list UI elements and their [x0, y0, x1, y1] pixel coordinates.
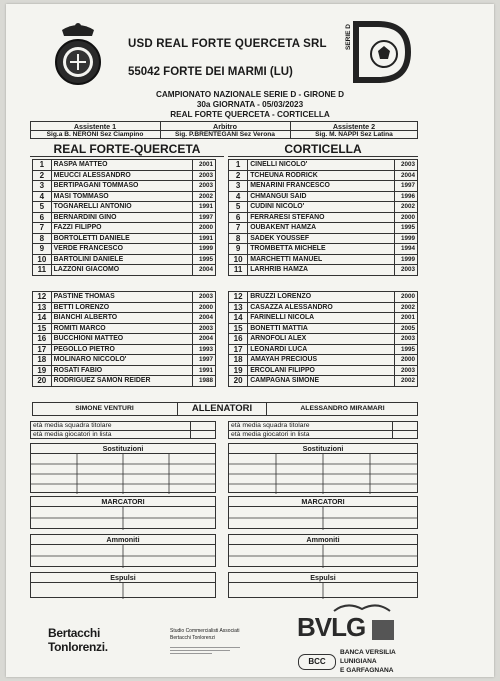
birth-year: 2003: [394, 160, 417, 171]
player-name: OUBAKENT HAMZA: [248, 223, 395, 234]
home-substitutions-section: [30, 443, 216, 493]
assistant2-name: Sig. M. NAPPI Sez Latina: [315, 131, 393, 138]
shirt-number: 16: [33, 334, 52, 345]
referee-title: Arbitro: [213, 122, 237, 131]
home-starters-table: [32, 159, 216, 276]
player-name: PEGOLLO PIETRO: [51, 344, 193, 355]
shirt-number: 14: [33, 313, 52, 324]
roster-row: [33, 170, 216, 181]
home-sentoff-section: [30, 572, 216, 598]
shirt-number: 8: [229, 233, 248, 244]
away-coach: ALESSANDRO MIRAMARI: [300, 405, 385, 412]
player-name: BRUZZI LORENZO: [248, 292, 395, 303]
home-substitutions-grid: [31, 454, 215, 494]
shirt-number: 4: [33, 191, 52, 202]
sponsor-right-line1: BANCA VERSILIA: [340, 649, 396, 656]
player-name: LAZZONI GIACOMO: [51, 265, 193, 276]
roster-row: [33, 244, 216, 255]
shirt-number: 12: [33, 292, 52, 303]
away-avg-starters-label: età media squadra titolare: [231, 422, 310, 429]
player-name: LEONARDI LUCA: [248, 344, 395, 355]
birth-year: 1995: [394, 344, 417, 355]
away-scorers-grid: [229, 507, 417, 530]
assistant1-title: Assistente 1: [73, 122, 117, 131]
club-address: 55042 FORTE DEI MARMI (LU): [128, 66, 293, 78]
home-team-name: REAL FORTE-QUERCETA: [30, 142, 224, 157]
away-avg-listed-label: età media giocatori in lista: [231, 431, 310, 438]
birth-year: 2002: [394, 376, 417, 387]
shirt-number: 7: [33, 223, 52, 234]
shirt-number: 5: [229, 202, 248, 213]
roster-row: [33, 313, 216, 324]
away-sentoff-grid: [229, 583, 417, 599]
roster-row: [33, 181, 216, 192]
birth-year: 2004: [193, 313, 216, 324]
birth-year: 1995: [394, 223, 417, 234]
birth-year: 1991: [193, 233, 216, 244]
player-name: PASTINE THOMAS: [51, 292, 193, 303]
shirt-number: 6: [33, 212, 52, 223]
roster-row: [229, 355, 418, 366]
roster-row: [229, 212, 418, 223]
sponsor-right-badge: BCC: [298, 654, 336, 670]
player-name: RODRIGUEZ SAMON REIDER: [51, 376, 193, 387]
roster-row: [33, 191, 216, 202]
birth-year: 2000: [394, 355, 417, 366]
birth-year: 2003: [193, 292, 216, 303]
player-name: ARNOFOLI ALEX: [248, 334, 395, 345]
home-sentoff-grid: [31, 583, 215, 599]
birth-year: 1993: [193, 344, 216, 355]
birth-year: 1991: [193, 202, 216, 213]
roster-row: [229, 265, 418, 276]
roster-row: [33, 265, 216, 276]
player-name: ERCOLANI FILIPPO: [248, 365, 395, 376]
home-scorers-section: [30, 496, 216, 529]
player-name: ROMITI MARCO: [51, 323, 193, 334]
roster-row: [229, 170, 418, 181]
shirt-number: 19: [33, 365, 52, 376]
roster-row: [229, 223, 418, 234]
birth-year: 2002: [394, 302, 417, 313]
birth-year: 2003: [394, 334, 417, 345]
shirt-number: 10: [33, 254, 52, 265]
roster-row: [229, 181, 418, 192]
shirt-number: 1: [229, 160, 248, 171]
roster-row: [229, 233, 418, 244]
roster-row: [33, 160, 216, 171]
coaches-label: ALLENATORI: [177, 402, 267, 416]
birth-year: 2000: [193, 302, 216, 313]
player-name: BERNARDINI GINO: [51, 212, 193, 223]
sponsor-middle-line1: Studio Commercialisti Associati: [170, 628, 240, 634]
home-subs-table: [32, 291, 216, 387]
player-name: BONETTI MATTIA: [248, 323, 395, 334]
player-name: CAMPAGNA SIMONE: [248, 376, 395, 387]
roster-row: [33, 302, 216, 313]
player-name: CUDINI NICOLO': [248, 202, 395, 213]
roster-row: [33, 292, 216, 303]
shirt-number: 13: [33, 302, 52, 313]
player-name: FAZZI FILIPPO: [51, 223, 193, 234]
serie-d-logo: [348, 20, 412, 84]
birth-year: 1991: [193, 365, 216, 376]
player-name: CHMANGUI SAID: [248, 191, 395, 202]
shirt-number: 15: [33, 323, 52, 334]
sponsor-left-line1: Bertacchi: [48, 626, 100, 640]
player-name: FARINELLI NICOLA: [248, 313, 395, 324]
player-name: MEUCCI ALESSANDRO: [51, 170, 193, 181]
player-name: CASAZZA ALESSANDRO: [248, 302, 395, 313]
away-substitutions-grid: [229, 454, 417, 494]
club-crest-logo: [48, 18, 108, 88]
away-booked-grid: [229, 545, 417, 568]
home-sentoff-title: Espulsi: [31, 573, 215, 583]
birth-year: 2003: [394, 365, 417, 376]
shirt-number: 5: [33, 202, 52, 213]
home-booked-section: [30, 534, 216, 567]
roster-row: [33, 233, 216, 244]
roster-row: [229, 344, 418, 355]
birth-year: 1988: [193, 376, 216, 387]
shirt-number: 6: [229, 212, 248, 223]
roster-row: [33, 202, 216, 213]
sponsor-right-logo: BVLG: [297, 612, 366, 642]
shirt-number: 11: [33, 265, 52, 276]
player-name: SADEK YOUSSEF: [248, 233, 395, 244]
birth-year: 2001: [394, 313, 417, 324]
roster-row: [229, 302, 418, 313]
sponsor-left-line2: Tonlorenzi.: [48, 640, 108, 654]
birth-year: 2005: [394, 323, 417, 334]
player-name: BETTI LORENZO: [51, 302, 193, 313]
player-name: LARHRIB HAMZA: [248, 265, 395, 276]
match-title: REAL FORTE QUERCETA - CORTICELLA: [170, 110, 330, 119]
birth-year: 1999: [193, 244, 216, 255]
player-name: CINELLI NICOLO': [248, 160, 395, 171]
sponsor-right-line2: LUNIGIANA: [340, 658, 377, 665]
shirt-number: 14: [229, 313, 248, 324]
birth-year: 1997: [193, 212, 216, 223]
roster-row: [33, 334, 216, 345]
player-name: TCHEUNA RODRICK: [248, 170, 395, 181]
roster-row: [229, 323, 418, 334]
player-name: RASPA MATTEO: [51, 160, 193, 171]
roster-row: [33, 376, 216, 387]
birth-year: 2004: [193, 334, 216, 345]
player-name: ROSATI FABIO: [51, 365, 193, 376]
roster-row: [229, 191, 418, 202]
away-sentoff-section: [228, 572, 418, 598]
shirt-number: 9: [33, 244, 52, 255]
roster-row: [33, 254, 216, 265]
player-name: AMAYAH PRECIOUS: [248, 355, 395, 366]
birth-year: 2004: [394, 170, 417, 181]
roster-row: [33, 355, 216, 366]
home-coach: SIMONE VENTURI: [75, 405, 134, 412]
away-team-name: CORTICELLA: [228, 142, 418, 157]
player-name: BIANCHI ALBERTO: [51, 313, 193, 324]
player-name: MENARINI FRANCESCO: [248, 181, 395, 192]
roster-row: [229, 292, 418, 303]
birth-year: 2001: [193, 160, 216, 171]
roster-row: [33, 323, 216, 334]
player-name: FERRARESI STEFANO: [248, 212, 395, 223]
roster-row: [229, 254, 418, 265]
shirt-number: 17: [33, 344, 52, 355]
shirt-number: 2: [229, 170, 248, 181]
away-substitutions-section: [228, 443, 418, 493]
birth-year: 1995: [193, 254, 216, 265]
referee-name: Sig. P.BRENTEGANI Sez Verona: [175, 131, 275, 138]
away-scorers-title: MARCATORI: [229, 497, 417, 507]
shirt-number: 19: [229, 365, 248, 376]
shirt-number: 20: [229, 376, 248, 387]
roster-row: [229, 365, 418, 376]
assistant1-name: Sig.a B. NERONI Sez Ciampino: [46, 131, 144, 138]
player-name: BUCCHIONI MATTEO: [51, 334, 193, 345]
birth-year: 2000: [193, 223, 216, 234]
player-name: MARCHETTI MANUEL: [248, 254, 395, 265]
player-name: TOGNARELLI ANTONIO: [51, 202, 193, 213]
shirt-number: 12: [229, 292, 248, 303]
home-booked-title: Ammoniti: [31, 535, 215, 545]
birth-year: 1999: [394, 254, 417, 265]
roster-row: [229, 376, 418, 387]
player-name: VERDE FRANCESCO: [51, 244, 193, 255]
birth-year: 2000: [394, 212, 417, 223]
shirt-number: 3: [33, 181, 52, 192]
shirt-number: 2: [33, 170, 52, 181]
birth-year: 2002: [193, 191, 216, 202]
shirt-number: 7: [229, 223, 248, 234]
player-name: MASI TOMMASO: [51, 191, 193, 202]
shirt-number: 18: [33, 355, 52, 366]
away-substitutions-title: Sostituzioni: [229, 444, 417, 454]
shirt-number: 1: [33, 160, 52, 171]
serie-d-logo-text: SERIE D: [345, 23, 352, 50]
club-name: USD REAL FORTE QUERCETA SRL: [128, 38, 327, 50]
birth-year: 1996: [394, 191, 417, 202]
shirt-number: 11: [229, 265, 248, 276]
shirt-number: 13: [229, 302, 248, 313]
shirt-number: 3: [229, 181, 248, 192]
home-scorers-grid: [31, 507, 215, 530]
away-booked-section: [228, 534, 418, 567]
birth-year: 2003: [193, 323, 216, 334]
home-avg-starters-label: età media squadra titolare: [33, 422, 112, 429]
player-name: MOLINARO NICCOLO': [51, 355, 193, 366]
player-name: TROMBETTA MICHELE: [248, 244, 395, 255]
home-substitutions-title: Sostituzioni: [31, 444, 215, 454]
roster-row: [229, 244, 418, 255]
roster-row: [33, 365, 216, 376]
shirt-number: 4: [229, 191, 248, 202]
away-sentoff-title: Espulsi: [229, 573, 417, 583]
shirt-number: 16: [229, 334, 248, 345]
away-booked-title: Ammoniti: [229, 535, 417, 545]
sponsor-right-line3: E GARFAGNANA: [340, 667, 394, 674]
player-name: BERTIPAGANI TOMMASO: [51, 181, 193, 192]
shirt-number: 18: [229, 355, 248, 366]
championship-title: CAMPIONATO NAZIONALE SERIE D - GIRONE D: [155, 90, 344, 99]
birth-year: 2000: [394, 292, 417, 303]
birth-year: 2003: [394, 265, 417, 276]
assistant2-title: Assistente 2: [332, 122, 376, 131]
sponsor-middle-fineprint: [170, 645, 240, 659]
birth-year: 2004: [193, 265, 216, 276]
birth-year: 2002: [394, 202, 417, 213]
shirt-number: 9: [229, 244, 248, 255]
shirt-number: 15: [229, 323, 248, 334]
roster-row: [229, 313, 418, 324]
round-date: 30a GIORNATA - 05/03/2023: [196, 100, 304, 109]
sponsor-middle-line2: Bertacchi Tonlorenzi: [170, 635, 215, 641]
roster-row: [33, 223, 216, 234]
roster-row: [33, 344, 216, 355]
birth-year: 1997: [193, 355, 216, 366]
birth-year: 2003: [193, 170, 216, 181]
sponsor-right-emblem: [372, 620, 394, 640]
birth-year: 1997: [394, 181, 417, 192]
away-subs-table: [228, 291, 418, 387]
shirt-number: 20: [33, 376, 52, 387]
roster-row: [229, 334, 418, 345]
birth-year: 2003: [193, 181, 216, 192]
shirt-number: 17: [229, 344, 248, 355]
away-scorers-section: [228, 496, 418, 529]
roster-row: [229, 202, 418, 213]
shirt-number: 10: [229, 254, 248, 265]
player-name: BARTOLINI DANIELE: [51, 254, 193, 265]
home-scorers-title: MARCATORI: [31, 497, 215, 507]
shirt-number: 8: [33, 233, 52, 244]
birth-year: 1994: [394, 244, 417, 255]
away-starters-table: [228, 159, 418, 276]
home-booked-grid: [31, 545, 215, 568]
home-avg-listed-label: età media giocatori in lista: [33, 431, 112, 438]
birth-year: 1999: [394, 233, 417, 244]
roster-row: [229, 160, 418, 171]
player-name: BORTOLETTI DANIELE: [51, 233, 193, 244]
roster-row: [33, 212, 216, 223]
